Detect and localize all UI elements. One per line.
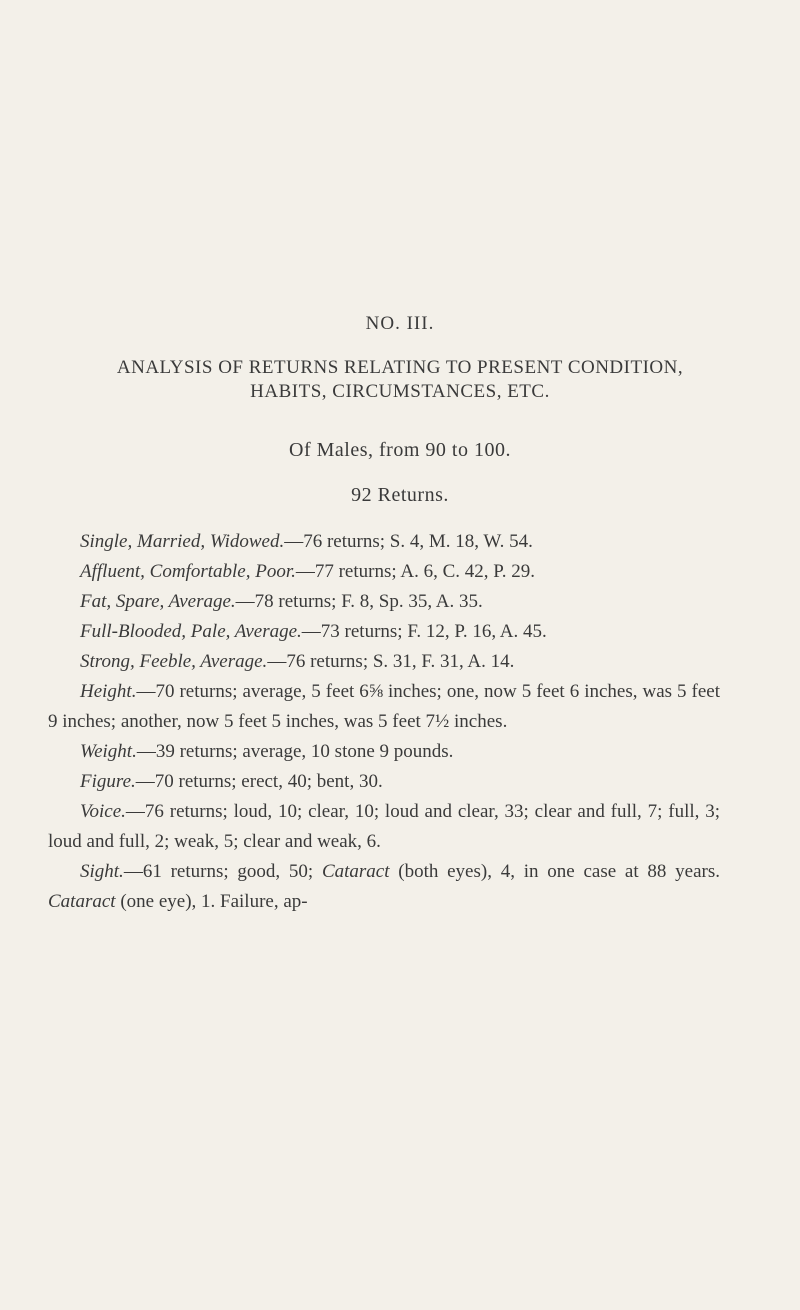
paragraph-text: —70 returns; average, 5 feet 6⅝ inches; one, now 5 feet 6 inches, was 5 feet 9 inches; another, now 5 feet 5 inches, was 5 feet 7½ inches. (48, 681, 720, 732)
paragraph-weight (48, 737, 720, 767)
paragraph-text: —76 returns; loud, 10; clear, 10; loud and clear, 33; clear and full, 7; full, 3; loud and full, 2; weak, 5; clear and weak, 6. (48, 801, 720, 852)
paragraph-term: Sight. (80, 861, 124, 882)
paragraph-term: Voice. (80, 801, 126, 822)
paragraph-voice (48, 797, 720, 857)
paragraph-sight (48, 857, 720, 917)
paragraph-text: —77 returns; A. 6, C. 42, P. 29. (295, 561, 535, 582)
paragraph-text: —73 returns; F. 12, P. 16, A. 45. (301, 621, 547, 642)
title-line-1: ANALYSIS OF RETURNS RELATING TO PRESENT CONDITION, (116, 357, 684, 378)
paragraph-term: Fat, Spare, Average. (80, 591, 236, 612)
paragraph-text: —78 returns; F. 8, Sp. 35, A. 35. (235, 591, 483, 612)
paragraph-term: Affluent, Comfortable, Poor. (80, 561, 296, 582)
paragraph-height (48, 677, 720, 737)
subtitle: Of Males, from 90 to 100. (289, 439, 511, 461)
paragraph-marital (48, 527, 720, 557)
returns-count: 92 Returns. (351, 484, 449, 506)
paragraph-term: Full-Blooded, Pale, Average. (80, 621, 302, 642)
paragraph-text: —61 returns; good, 50; (123, 861, 322, 882)
body-text (48, 527, 720, 917)
paragraph-term: Single, Married, Widowed. (80, 531, 285, 552)
paragraph-figure (48, 767, 720, 797)
paragraph-term: Cataract (321, 861, 390, 882)
paragraph-text: (one eye), 1. Failure, ap- (115, 891, 308, 912)
paragraph-text: (both eyes), 4, in one case at 88 years. (389, 861, 720, 882)
paragraph-term: Cataract (48, 891, 116, 912)
paragraph-text: —70 returns; erect, 40; bent, 30. (135, 771, 383, 792)
section-number: NO. III. (365, 313, 435, 334)
paragraph-complexion (48, 617, 720, 647)
paragraph-strength (48, 647, 720, 677)
paragraph-text: —76 returns; S. 31, F. 31, A. 14. (267, 651, 515, 672)
paragraph-circumstances (48, 557, 720, 587)
paragraph-term: Strong, Feeble, Average. (80, 651, 268, 672)
paragraph-term: Height. (80, 681, 137, 702)
title-line-2: HABITS, CIRCUMSTANCES, ETC. (250, 381, 550, 402)
paragraph-text: —76 returns; S. 4, M. 18, W. 54. (284, 531, 533, 552)
paragraph-text: —39 returns; average, 10 stone 9 pounds. (136, 741, 454, 762)
paragraph-term: Figure. (80, 771, 136, 792)
paragraph-term: Weight. (80, 741, 137, 762)
paragraph-build (48, 587, 720, 617)
